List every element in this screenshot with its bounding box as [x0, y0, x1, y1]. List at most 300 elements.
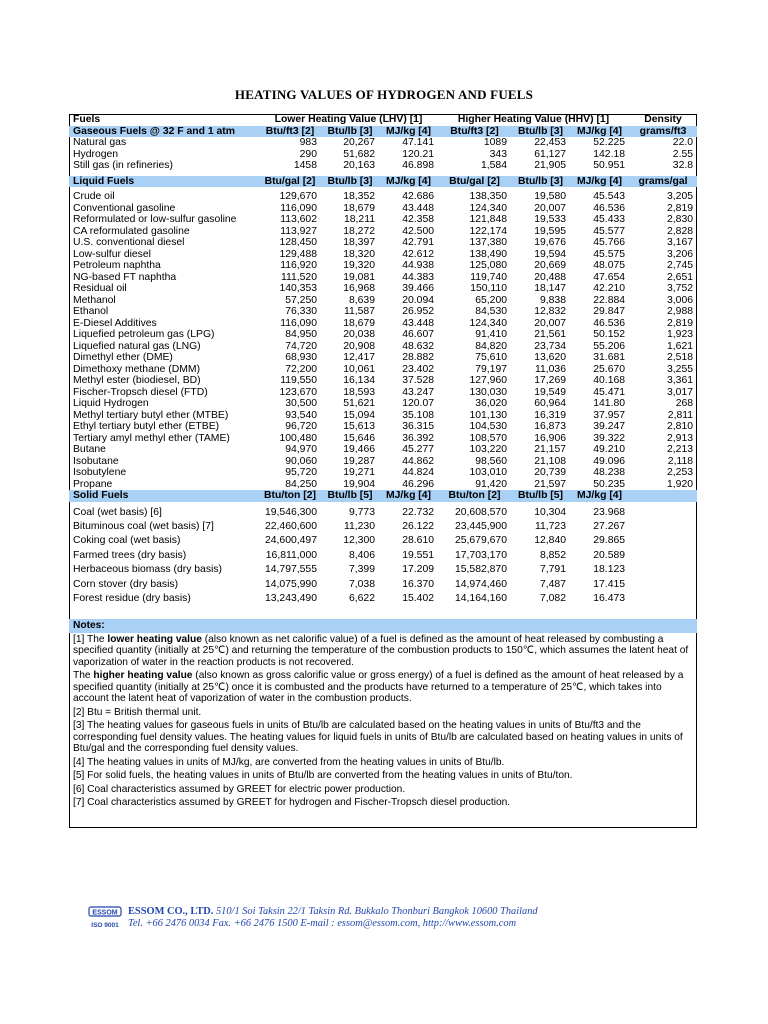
value-cell: 45.471 — [593, 386, 626, 398]
value-cell: 17,269 — [534, 375, 566, 386]
value-cell: 1,920 — [667, 478, 694, 490]
value-cell: 84,530 — [475, 306, 507, 317]
value-cell: 19,466 — [343, 444, 375, 455]
table-row — [69, 479, 697, 491]
value-cell: 10,304 — [534, 506, 566, 518]
unit-header: MJ/kg [4] — [570, 176, 629, 188]
value-cell: 50.235 — [593, 478, 626, 490]
table-row — [69, 433, 697, 445]
value-cell: 18,679 — [343, 202, 375, 214]
value-cell: 22,453 — [534, 137, 566, 148]
value-cell: 55.206 — [593, 340, 626, 352]
value-cell: 6,622 — [348, 592, 375, 604]
value-cell: 50.951 — [593, 160, 626, 171]
fuel-name-cell: Isobutylene — [73, 467, 127, 478]
value-cell: 18,272 — [343, 225, 375, 237]
fuel-name-cell: Still gas (in refineries) — [73, 160, 173, 171]
value-cell: 98,560 — [475, 455, 507, 467]
table-row — [69, 398, 697, 410]
value-cell — [629, 578, 697, 592]
fuel-name-cell: Reformulated or low-sulfur gasoline — [73, 214, 237, 225]
value-cell: 27.267 — [593, 520, 626, 532]
value-cell: 18,593 — [343, 386, 375, 398]
notes-heading: Notes: — [69, 619, 697, 633]
value-cell: 138,350 — [469, 191, 507, 202]
table-row — [69, 364, 697, 376]
table-row — [69, 226, 697, 238]
value-cell: 49.096 — [593, 455, 626, 467]
value-cell: 2,745 — [667, 260, 694, 271]
value-cell: 76,330 — [285, 306, 317, 317]
logo-iso: ISO 9001 — [91, 922, 119, 929]
value-cell: 19,287 — [343, 455, 375, 467]
table-row — [69, 160, 697, 172]
note-1-pre: [1] The — [73, 633, 108, 645]
table-row — [69, 249, 697, 261]
value-cell: 124,340 — [469, 202, 507, 214]
value-cell: 20.094 — [402, 294, 434, 306]
value-cell: 18.123 — [593, 564, 626, 576]
unit-header: Btu/ft3 [2] — [259, 126, 321, 138]
table-row — [69, 410, 697, 422]
value-cell: 28.882 — [402, 352, 434, 363]
value-cell: 51,682 — [343, 148, 375, 160]
value-cell: 983 — [299, 137, 317, 148]
value-cell: 1089 — [483, 137, 507, 148]
value-cell: 39.466 — [402, 283, 434, 294]
value-cell: 111,520 — [280, 271, 317, 283]
value-cell: 36,020 — [475, 398, 507, 409]
table-row — [69, 306, 697, 318]
value-cell: 45.766 — [593, 237, 626, 248]
fuel-name-cell: Forest residue (dry basis) — [73, 592, 191, 604]
value-cell: 46.296 — [402, 478, 434, 490]
value-cell: 20,267 — [343, 137, 375, 148]
value-cell: 12,832 — [534, 306, 566, 317]
value-cell: 19,594 — [534, 248, 566, 260]
value-cell: 3,167 — [667, 237, 694, 248]
value-cell: 140,353 — [279, 283, 317, 294]
value-cell: 11,587 — [343, 306, 375, 317]
value-cell: 51,621 — [343, 398, 375, 409]
value-cell: 14,974,460 — [454, 578, 507, 590]
value-cell: 16,811,000 — [265, 549, 317, 561]
fuel-name-cell: Crude oil — [73, 191, 115, 202]
section-name: Liquid Fuels — [69, 176, 259, 188]
value-cell: 25.670 — [593, 363, 626, 375]
value-cell: 39.322 — [593, 432, 626, 444]
value-cell: 11,036 — [534, 363, 566, 375]
table-row — [69, 137, 697, 149]
value-cell: 43.247 — [402, 386, 434, 398]
value-cell: 72,200 — [285, 363, 317, 375]
table-row — [69, 456, 697, 468]
table-row — [69, 444, 697, 456]
value-cell: 90,060 — [285, 455, 317, 467]
value-cell: 120.21 — [402, 148, 434, 160]
value-cell: 2,988 — [667, 306, 694, 317]
note-1 — [73, 634, 693, 669]
value-cell: 46.536 — [593, 317, 626, 329]
value-cell: 44.938 — [402, 260, 434, 271]
value-cell: 3,205 — [667, 191, 694, 202]
value-cell: 129,670 — [279, 191, 317, 202]
unit-header: MJ/kg [4] — [379, 490, 438, 502]
value-cell: 18,211 — [343, 214, 375, 225]
fuel-name-cell: Conventional gasoline — [73, 202, 176, 214]
value-cell: 29.865 — [593, 535, 626, 547]
table-header-row — [69, 114, 697, 126]
unit-header: Btu/lb [5] — [321, 490, 379, 502]
value-cell: 268 — [675, 398, 694, 409]
note-1-term: lower heating value — [107, 633, 202, 645]
fuel-name-cell: Methanol — [73, 294, 116, 306]
value-cell: 113,927 — [280, 225, 317, 237]
unit-header: Btu/gal [2] — [259, 176, 321, 188]
value-cell: 2,118 — [667, 455, 694, 467]
footer-line-1 — [128, 906, 538, 918]
value-cell: 2,253 — [667, 467, 694, 478]
table-row — [69, 375, 697, 387]
value-cell — [629, 549, 697, 563]
lhv-header: Lower Heating Value (LHV) [1] — [274, 114, 423, 125]
value-cell: 42.210 — [593, 283, 626, 294]
value-cell: 93,540 — [285, 409, 317, 421]
value-cell: 16.370 — [402, 578, 434, 590]
fuel-name-cell: Liquefied petroleum gas (LPG) — [73, 329, 215, 340]
fuel-name-cell: Petroleum naphtha — [73, 260, 161, 271]
value-cell: 19,533 — [534, 214, 566, 225]
value-cell: 3,006 — [667, 294, 694, 306]
table-row — [69, 214, 697, 226]
value-cell: 25,679,670 — [454, 535, 507, 547]
value-cell: 2,913 — [667, 432, 694, 444]
note-1b — [73, 670, 693, 705]
value-cell: 124,340 — [469, 317, 507, 329]
value-cell: 120.07 — [402, 398, 434, 409]
value-cell: 2.55 — [672, 148, 694, 160]
table-row — [69, 520, 697, 534]
value-cell: 20,739 — [534, 467, 566, 478]
value-cell: 108,570 — [469, 432, 507, 444]
unit-header: MJ/kg [4] — [570, 490, 629, 502]
value-cell: 2,811 — [667, 409, 694, 421]
value-cell: 49.210 — [593, 444, 626, 455]
fuel-name-cell: Propane — [73, 478, 113, 490]
value-cell: 7,487 — [539, 578, 566, 590]
value-cell: 121,848 — [469, 214, 507, 225]
value-cell: 15,582,870 — [454, 564, 507, 576]
value-cell: 7,791 — [539, 564, 566, 576]
value-cell: 3,017 — [667, 386, 694, 398]
value-cell: 28.610 — [402, 535, 434, 547]
value-cell: 1,923 — [667, 329, 694, 340]
fuel-name-cell: Liquid Hydrogen — [73, 398, 149, 409]
value-cell: 20,608,570 — [454, 506, 507, 518]
value-cell: 32.8 — [672, 160, 694, 171]
value-cell: 14,164,160 — [454, 592, 507, 604]
value-cell: 150,110 — [470, 283, 507, 294]
value-cell: 119,740 — [470, 271, 507, 283]
fuel-name-cell: Farmed trees (dry basis) — [73, 549, 187, 561]
value-cell: 8,406 — [348, 549, 375, 561]
unit-header: Btu/ton [2] — [259, 490, 321, 502]
value-cell: 48.238 — [593, 467, 626, 478]
value-cell: 2,819 — [667, 202, 694, 214]
value-cell: 37.957 — [593, 409, 626, 421]
table-row — [69, 329, 697, 341]
value-cell: 19,595 — [534, 225, 566, 237]
value-cell: 17.209 — [402, 564, 434, 576]
value-cell: 19,549 — [534, 386, 566, 398]
value-cell: 50.152 — [593, 329, 626, 340]
value-cell — [629, 506, 697, 520]
table-row — [69, 578, 697, 592]
value-cell: 15,646 — [343, 432, 375, 444]
value-cell: 95,720 — [285, 467, 317, 478]
unit-header: grams/ft3 — [629, 126, 697, 138]
note-3: [3] The heating values for gaseous fuels in units of Btu/lb are calculated based on the heating values in units of Btu/ft3 and the corresponding fuel density values. The heating values for liquid fuels in units of Btu/lb are calculated based on heating values in units of Btu/gal and the corresponding fuel density values. — [73, 720, 683, 754]
table-row — [69, 295, 697, 307]
value-cell — [629, 520, 697, 534]
table-row — [69, 534, 697, 548]
value-cell: 125,080 — [469, 260, 507, 271]
fuel-name-cell: Tertiary amyl methyl ether (TAME) — [73, 432, 230, 444]
note-1b-term: higher heating value — [93, 670, 193, 681]
value-cell: 343 — [489, 148, 507, 160]
value-cell: 26.952 — [402, 306, 434, 317]
value-cell: 30,500 — [285, 398, 317, 409]
value-cell: 21,561 — [534, 329, 566, 340]
value-cell: 18,147 — [534, 283, 566, 294]
note-1b-text: (also known as gross calorific value or gross energy) of a fuel is defined as the amount of heat released by a specified quantity (initially at 25℃) once it is combusted and the products have returned to a temperature of 25℃, which takes into account the latent heat of vaporization of water in the combustion products. — [73, 670, 684, 704]
table-row — [69, 467, 697, 479]
value-cell: 60,964 — [534, 398, 566, 409]
value-cell: 22,460,600 — [264, 520, 317, 532]
value-cell: 94,970 — [285, 444, 317, 455]
fuel-name-cell: Corn stover (dry basis) — [73, 578, 179, 590]
value-cell: 61,127 — [534, 148, 566, 160]
value-cell: 84,250 — [285, 478, 317, 490]
value-cell: 8,852 — [539, 549, 566, 561]
value-cell: 29.847 — [593, 306, 626, 317]
note-5: [5] For solid fuels, the heating values in units of Btu/lb are converted from the heating values in units of Btu/ton. — [73, 770, 573, 781]
value-cell: 2,651 — [667, 271, 694, 283]
value-cell: 16,968 — [343, 283, 375, 294]
table-row — [69, 506, 697, 520]
value-cell: 20,908 — [343, 340, 375, 352]
value-cell: 103,010 — [469, 467, 507, 478]
value-cell: 21,597 — [534, 478, 566, 490]
fuel-name-cell: Dimethyl ether (DME) — [73, 352, 173, 363]
value-cell: 20,007 — [534, 202, 566, 214]
unit-header: Btu/ton [2] — [438, 490, 511, 502]
section-name: Solid Fuels — [69, 490, 259, 502]
value-cell: 2,213 — [667, 444, 694, 455]
density-header: Density — [644, 114, 682, 125]
value-cell: 17.415 — [593, 578, 626, 590]
value-cell: 43.448 — [402, 202, 434, 214]
value-cell: 40.168 — [593, 375, 626, 386]
value-cell: 23.402 — [402, 363, 434, 375]
unit-header: Btu/gal [2] — [438, 176, 511, 188]
value-cell: 39.247 — [593, 421, 626, 432]
value-cell: 12,840 — [534, 535, 566, 547]
value-cell: 47.654 — [593, 271, 626, 283]
value-cell: 123,670 — [279, 386, 317, 398]
table-row — [69, 203, 697, 215]
fuel-name-cell: Isobutane — [73, 455, 119, 467]
value-cell: 2,810 — [667, 421, 694, 432]
note-1b-pre: The — [73, 670, 94, 681]
value-cell: 9,838 — [539, 294, 566, 306]
table-row — [69, 260, 697, 272]
value-cell: 20,007 — [534, 317, 566, 329]
value-cell: 46.536 — [593, 202, 626, 214]
value-cell: 122,174 — [469, 225, 507, 237]
value-cell: 3,361 — [667, 375, 694, 386]
heating-values-table — [69, 114, 697, 606]
value-cell: 141.80 — [593, 398, 626, 409]
value-cell: 74,720 — [285, 340, 317, 352]
value-cell: 43.448 — [402, 317, 434, 329]
value-cell: 47.141 — [402, 137, 434, 148]
fuel-name-cell: Methyl ester (biodiesel, BD) — [73, 375, 201, 386]
value-cell: 3,255 — [667, 363, 694, 375]
fuel-name-cell: CA reformulated gasoline — [73, 225, 190, 237]
company-address: 510/1 Soi Taksin 22/1 Taksin Rd. Bukkalo Thonburi Bangkok 10600 Thailand — [213, 906, 538, 917]
value-cell: 100,480 — [279, 432, 317, 444]
value-cell: 23.968 — [593, 506, 626, 518]
fuel-name-cell: Natural gas — [73, 137, 127, 148]
unit-header: MJ/kg [4] — [379, 126, 438, 138]
value-cell: 3,206 — [667, 248, 694, 260]
value-cell: 20,163 — [343, 160, 375, 171]
footer-line-2: Tel. +66 2476 0034 Fax. +66 2476 1500 E-mail : essom@essom.com, http://www.essom.com — [128, 917, 517, 929]
value-cell: 20.589 — [593, 549, 626, 561]
value-cell: 18,352 — [343, 191, 375, 202]
value-cell: 7,038 — [348, 578, 375, 590]
value-cell: 31.681 — [593, 352, 626, 363]
value-cell: 57,250 — [285, 294, 317, 306]
unit-header: Btu/ft3 [2] — [438, 126, 511, 138]
company-footer — [88, 902, 708, 952]
fuel-name-cell: Ethyl tertiary butyl ether (ETBE) — [73, 421, 220, 432]
value-cell: 19,546,300 — [264, 506, 317, 518]
value-cell: 20,038 — [343, 329, 375, 340]
value-cell: 15,613 — [343, 421, 375, 432]
value-cell: 1,621 — [667, 340, 694, 352]
value-cell: 19,676 — [534, 237, 566, 248]
essom-logo — [88, 905, 122, 931]
fuel-name-cell: Hydrogen — [73, 148, 119, 160]
value-cell: 20,669 — [534, 260, 566, 271]
notes-section — [69, 619, 697, 811]
value-cell: 68,930 — [285, 352, 317, 363]
table-row — [69, 341, 697, 353]
value-cell: 129,488 — [279, 248, 317, 260]
footer-text — [128, 906, 538, 929]
value-cell: 103,220 — [469, 444, 507, 455]
value-cell: 19,271 — [343, 467, 375, 478]
value-cell: 52.225 — [593, 137, 626, 148]
value-cell: 138,490 — [469, 248, 507, 260]
table-row — [69, 352, 697, 364]
value-cell: 42.358 — [402, 214, 434, 225]
value-cell: 11,230 — [343, 520, 375, 532]
fuel-name-cell: Butane — [73, 444, 106, 455]
section-header-row — [69, 176, 697, 188]
table-row — [69, 237, 697, 249]
value-cell: 42.500 — [402, 225, 434, 237]
value-cell: 127,960 — [469, 375, 507, 386]
value-cell: 45.575 — [593, 248, 626, 260]
unit-header: MJ/kg [4] — [379, 176, 438, 188]
value-cell: 21,157 — [534, 444, 566, 455]
value-cell: 13,620 — [534, 352, 566, 363]
section-header-row — [69, 126, 697, 138]
fuel-name-cell: Methyl tertiary butyl ether (MTBE) — [73, 409, 229, 421]
note-2: [2] Btu = British thermal unit. — [73, 706, 202, 718]
value-cell: 18,320 — [343, 248, 375, 260]
value-cell: 3,752 — [667, 283, 694, 294]
value-cell: 46.607 — [402, 329, 434, 340]
value-cell: 16.473 — [593, 592, 626, 604]
value-cell: 13,243,490 — [264, 592, 317, 604]
value-cell: 21,905 — [534, 160, 566, 171]
table-row — [69, 149, 697, 161]
value-cell: 91,420 — [475, 478, 507, 490]
value-cell — [629, 592, 697, 606]
value-cell: 16,319 — [534, 409, 566, 421]
value-cell: 22.0 — [672, 137, 694, 148]
value-cell: 14,075,990 — [264, 578, 317, 590]
fuel-name-cell: Liquefied natural gas (LNG) — [73, 340, 201, 352]
unit-header: MJ/kg [4] — [570, 126, 629, 138]
unit-header: Btu/lb [5] — [511, 490, 570, 502]
table-row — [69, 563, 697, 577]
value-cell: 142.18 — [593, 148, 626, 160]
value-cell: 22.884 — [593, 294, 626, 306]
value-cell: 21,108 — [534, 455, 566, 467]
value-cell: 37.528 — [402, 375, 434, 386]
table-row — [69, 421, 697, 433]
value-cell: 8,639 — [348, 294, 375, 306]
value-cell: 36.315 — [402, 421, 434, 432]
unit-header: Btu/lb [3] — [511, 126, 570, 138]
value-cell: 36.392 — [402, 432, 434, 444]
note-1-text: (also known as net calorific value) of a fuel is defined as the amount of heat released by combusting a specified quantity (initially at 25℃) and returning the temperature of the combustion products to 150℃, which assumes the latent heat of vaporization of water in the reaction products is not recovered. — [73, 633, 689, 668]
table-row — [69, 318, 697, 330]
value-cell: 12,300 — [343, 535, 375, 547]
value-cell: 19.551 — [402, 549, 434, 561]
fuel-name-cell: Ethanol — [73, 306, 109, 317]
value-cell: 15,094 — [343, 409, 375, 421]
unit-header: grams/gal — [629, 176, 697, 188]
value-cell: 128,450 — [279, 237, 317, 248]
value-cell: 104,530 — [469, 421, 507, 432]
value-cell: 35.108 — [402, 409, 434, 421]
fuel-name-cell: E-Diesel Additives — [73, 317, 157, 329]
table-row — [69, 592, 697, 606]
value-cell — [629, 534, 697, 548]
fuel-name-cell: Bituminous coal (wet basis) [7] — [73, 520, 214, 532]
value-cell: 7,399 — [348, 564, 375, 576]
value-cell: 16,873 — [534, 421, 566, 432]
value-cell: 18,397 — [343, 237, 375, 248]
section-header-row — [69, 490, 697, 502]
value-cell: 42.791 — [402, 237, 434, 248]
